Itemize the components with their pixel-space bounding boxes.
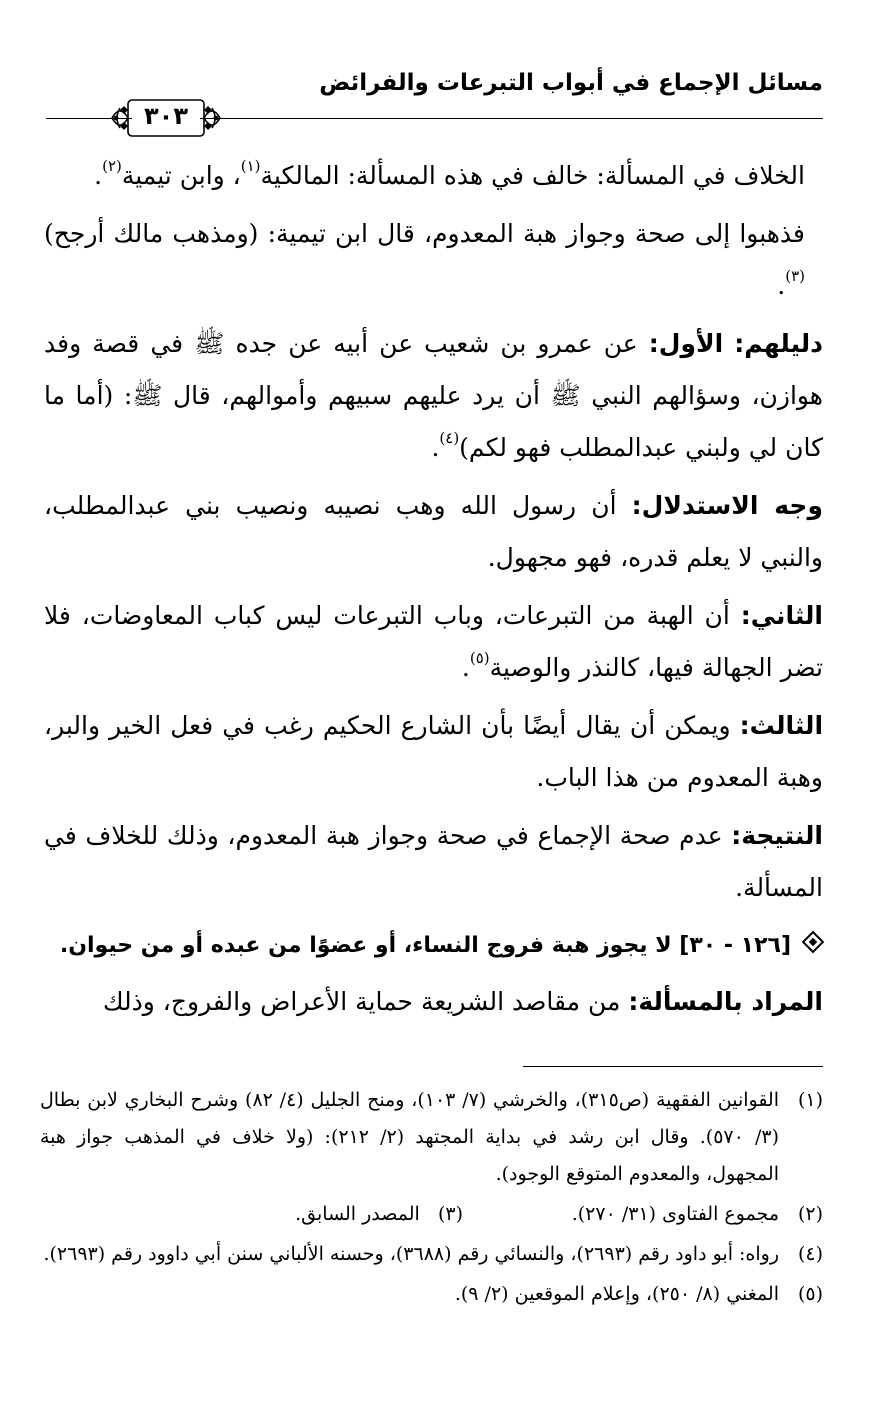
paragraph-label: النتيجة: xyxy=(731,821,823,850)
running-title: مسائل الإجماع في أبواب التبرعات والفرائض xyxy=(319,70,823,96)
paragraph-text: ، وابن تيمية xyxy=(121,161,241,190)
footnote-ref: (٣) xyxy=(785,266,805,285)
paragraph-evidence-third xyxy=(44,700,823,804)
paragraph-text: . xyxy=(94,161,103,190)
footnote-rule xyxy=(523,1066,823,1067)
footnote-number: (١) xyxy=(797,1089,823,1111)
paragraph-label: المراد بالمسألة: xyxy=(628,987,823,1016)
footnote-text: القوانين الفقهية (ص٣١٥)، والخرشي (٧/ ١٠٣)، ومنح الجليل (٤/ ٨٢) وشرح البخاري لابن بطال (٣/ ٥٧٠). وقال ابن رشد في بداية المجتهد (٢/ ٢١٢): (ولا خلاف في المذهب جواز هبة المجهول، والمعدوم المتوقع الوجود). xyxy=(40,1089,779,1185)
footnote-item xyxy=(40,1236,823,1273)
page-header xyxy=(40,62,823,134)
diamond-icon xyxy=(802,931,825,954)
footnote-item xyxy=(40,1082,823,1193)
paragraph-label: دليلهم: xyxy=(734,329,823,358)
paragraph-text: . xyxy=(777,271,786,300)
page-number: ٣٠٣ xyxy=(132,102,200,130)
footnote-text: المغني (٨/ ٢٥٠)، وإعلام الموقعين (٢/ ٩). xyxy=(454,1283,779,1305)
paragraph-inference xyxy=(44,480,823,584)
paragraph-evidence-second xyxy=(44,590,823,694)
footnote-item xyxy=(40,1276,823,1313)
footnote-number: (٣) xyxy=(437,1203,463,1225)
footnote-number: (٢) xyxy=(797,1203,823,1225)
paragraph-label: الأول: xyxy=(648,329,724,358)
footnote-ref: (٢) xyxy=(102,156,122,175)
paragraph-text: . xyxy=(431,433,440,462)
paragraph-text: أن الهبة من التبرعات، وباب التبرعات ليس كباب المعاوضات، فلا تضر الجهالة فيها، كالنذر والوصية xyxy=(44,601,823,682)
footnote-text: مجموع الفتاوى (٣١/ ٢٧٠). xyxy=(571,1203,779,1225)
paragraph-label: الثالث: xyxy=(739,711,824,740)
paragraph-opinion xyxy=(44,208,823,312)
paragraph-evidence-first xyxy=(44,318,823,474)
footnote-ref: (١) xyxy=(240,156,261,175)
footnote-ref: (٥) xyxy=(469,648,490,667)
paragraph-text: فذهبوا إلى صحة وجواز هبة المعدوم، قال ابن تيمية: (ومذهب مالك أرجح) xyxy=(44,219,805,248)
issue-heading xyxy=(44,920,823,972)
footnote-text: المصدر السابق. xyxy=(295,1203,420,1225)
main-text xyxy=(44,150,823,1034)
footnote-item-inline xyxy=(295,1196,463,1233)
footnote-item xyxy=(40,1196,823,1233)
paragraph-meaning xyxy=(44,976,823,1028)
paragraph-label: الخلاف في المسألة: xyxy=(596,161,805,190)
page-number-ornament xyxy=(102,96,230,140)
paragraph-label: الثاني: xyxy=(740,601,823,630)
paragraph-result xyxy=(44,810,823,914)
footnote-text: رواه: أبو داود رقم (٢٦٩٣)، والنسائي رقم (٣٦٨٨)، وحسنه الألباني سنن أبي داوود رقم (٢٦٩٣). xyxy=(43,1243,779,1265)
paragraph-text: أن رسول الله وهب نصيبه ونصيب بني عبدالمطلب، والنبي لا يعلم قدره، فهو مجهول. xyxy=(44,491,823,572)
paragraph-disagreement xyxy=(44,150,823,202)
footnotes xyxy=(40,1082,823,1316)
footnote-number: (٥) xyxy=(797,1283,823,1305)
paragraph-text: خالف في هذه المسألة: المالكية xyxy=(260,161,589,190)
paragraph-label: وجه الاستدلال: xyxy=(631,491,823,520)
paragraph-text: . xyxy=(461,653,470,682)
paragraph-text: ويمكن أن يقال أيضًا بأن الشارع الحكيم رغب في فعل الخير والبر، وهبة المعدوم من هذا الباب. xyxy=(44,711,823,792)
paragraph-text: عدم صحة الإجماع في صحة وجواز هبة المعدوم، وذلك للخلاف في المسألة. xyxy=(44,821,823,902)
footnote-ref: (٤) xyxy=(439,428,460,447)
paragraph-text: عن عمرو بن شعيب عن أبيه عن جده ﷺ في قصة وفد هوازن، وسؤالهم النبي ﷺ أن يرد عليهم سبيهم وأموالهم، قال ﷺ: (أما ما كان لي ولبني عبدالمطلب فهو لكم) xyxy=(44,329,823,462)
footnote-number: (٤) xyxy=(797,1243,823,1265)
issue-text: [١٢٦ - ٣٠] لا يجوز هبة فروج النساء، أو عضوًا من عبده أو من حيوان. xyxy=(59,933,791,958)
paragraph-text: من مقاصد الشريعة حماية الأعراض والفروج، وذلك xyxy=(102,987,621,1016)
